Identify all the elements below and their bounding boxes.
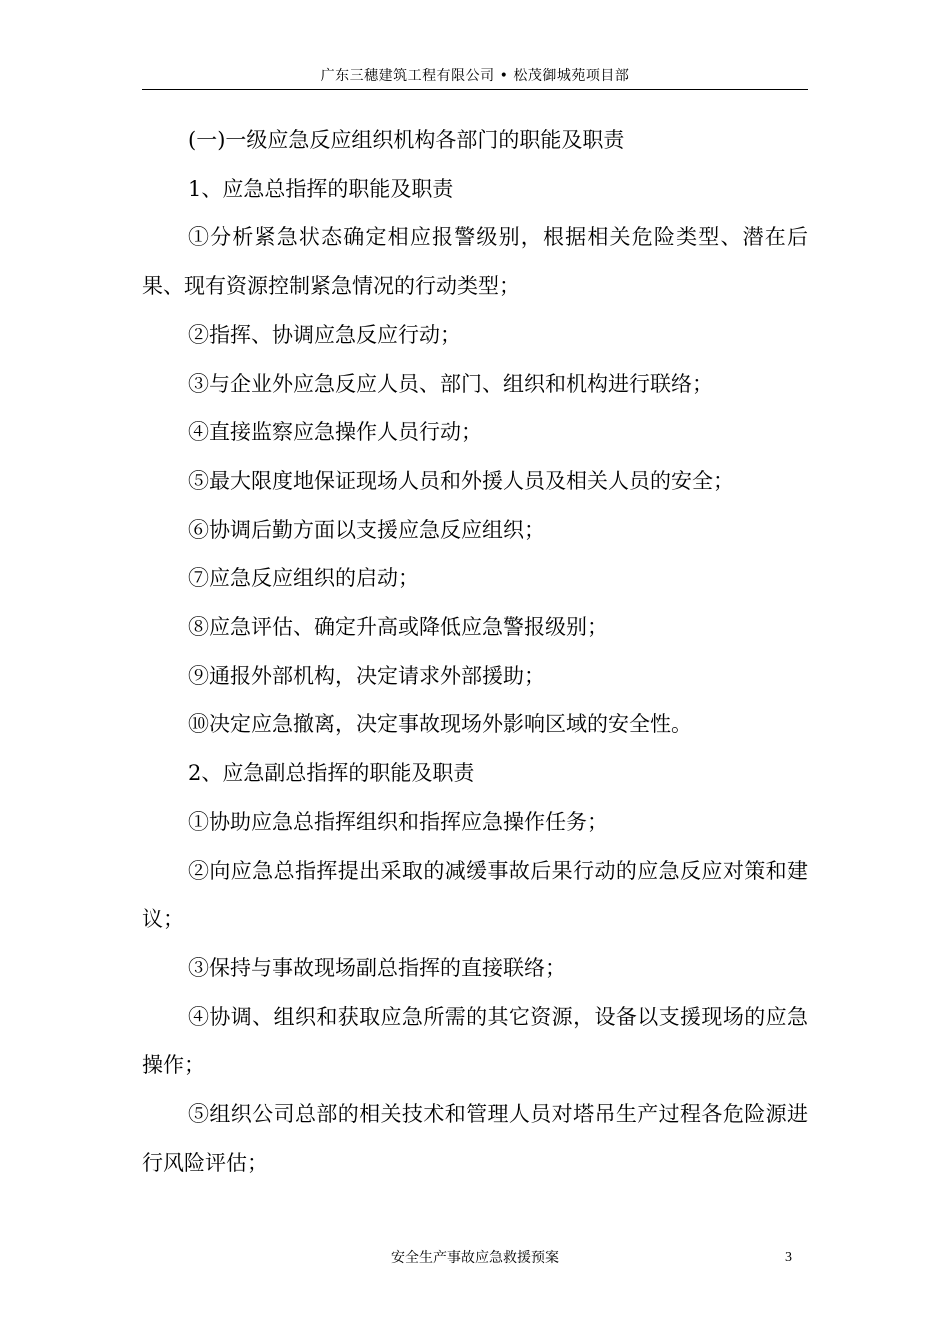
list-item: ⑧应急评估、确定升高或降低应急警报级别； xyxy=(188,615,608,640)
list-item: ②指挥、协调应急反应行动； xyxy=(188,322,461,347)
list-item: ①协助应急总指挥组织和指挥应急操作任务； xyxy=(188,809,608,834)
list-item: ⑦应急反应组织的启动； xyxy=(188,566,419,591)
subsection-heading: 1、应急总指挥的职能及职责 xyxy=(188,176,454,201)
list-item: ⑨通报外部机构，决定请求外部援助； xyxy=(188,663,545,688)
footer-title: 安全生产事故应急救援预案 xyxy=(391,1250,559,1266)
list-item: ④直接监察应急操作人员行动； xyxy=(188,420,482,445)
header-divider xyxy=(142,89,808,90)
document-body xyxy=(142,116,808,1187)
page-number: 3 xyxy=(785,1250,792,1265)
section-heading: (一)一级应急反应组织机构各部门的职能及职责 xyxy=(188,128,625,152)
list-item: ④协调、组织和获取应急所需的其它资源，设备以支援现场的应急操作； xyxy=(142,1004,808,1078)
list-item: ⑩决定应急撤离，决定事故现场外影响区域的安全性。 xyxy=(188,712,692,737)
list-item: ⑥协调后勤方面以支援应急反应组织； xyxy=(188,517,545,542)
list-item: ③与企业外应急反应人员、部门、组织和机构进行联络； xyxy=(188,371,713,396)
list-item: ②向应急总指挥提出采取的减缓事故后果行动的应急反应对策和建议； xyxy=(142,858,808,932)
list-item: ③保持与事故现场副总指挥的直接联络； xyxy=(188,955,566,980)
subsection-heading: 2、应急副总指挥的职能及职责 xyxy=(188,761,475,786)
list-item: ⑤最大限度地保证现场人员和外援人员及相关人员的安全； xyxy=(188,468,734,493)
list-item: ⑤组织公司总部的相关技术和管理人员对塔吊生产过程各危险源进行风险评估； xyxy=(142,1102,808,1175)
list-item: ①分析紧急状态确定相应报警级别，根据相关危险类型、潜在后果、现有资源控制紧急情况的行动类型； xyxy=(142,225,808,299)
page-header: 广东三穗建筑工程有限公司 • 松茂御城苑项目部 xyxy=(320,68,630,84)
